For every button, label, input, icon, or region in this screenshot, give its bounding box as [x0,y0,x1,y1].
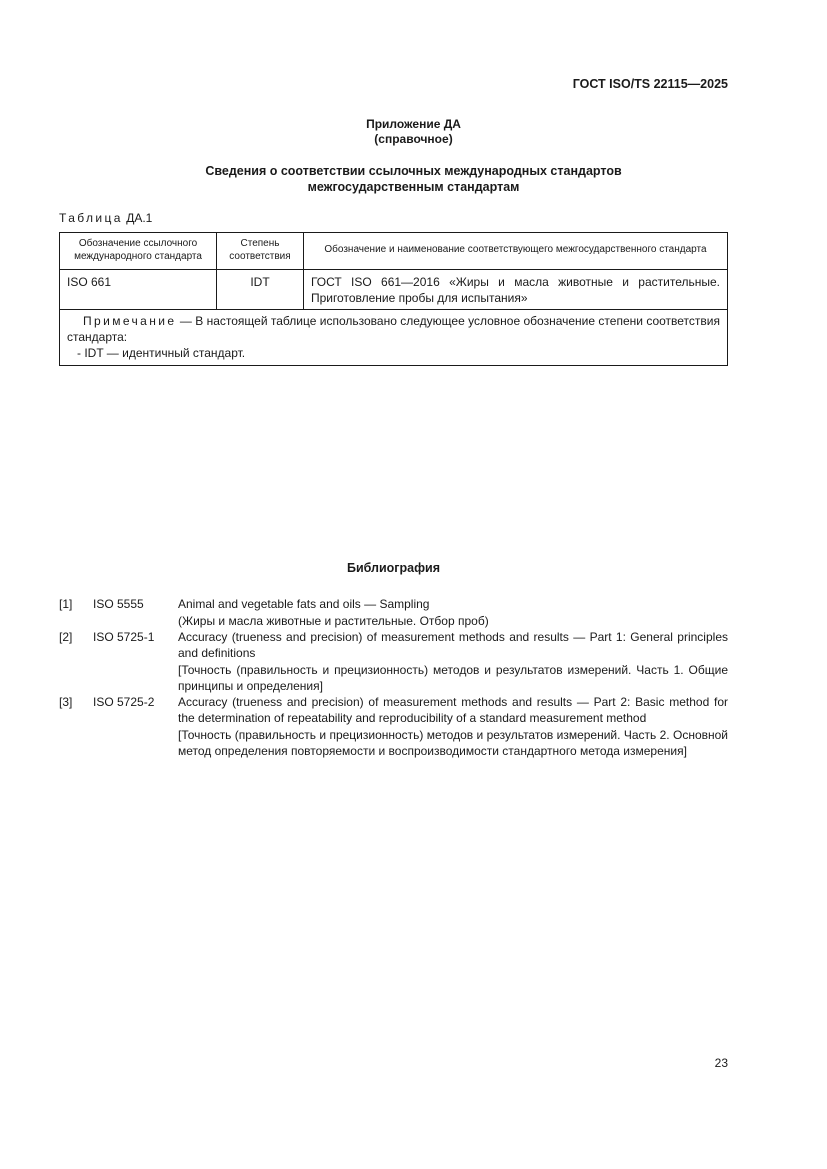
note-label: Примечание [83,314,177,328]
page-number: 23 [714,1056,728,1070]
section-title-line-2: межгосударственным стандартам [307,180,520,194]
bib-title-ru: (Жиры и масла животные и растительные. Отбор проб) [178,614,489,628]
table-caption-id: ДА.1 [126,211,153,225]
bibliography-entry [59,694,728,759]
bibliography-entry [59,596,728,629]
appendix-title: Приложение ДА [366,117,461,131]
header-intl-standard: Обозначение ссылочного международного стандарта [60,233,217,270]
bib-title-en: Accuracy (trueness and precision) of measurement methods and results — Part 2: Basic method for the determination of repeatability and reproducibility of a standard measurement method [178,695,728,725]
section-title [0,163,827,195]
bibliography-title: Библиография [346,561,441,575]
section-title-line-1: Сведения о соответствии ссылочных международных стандартов [205,164,622,178]
cell-degree: IDT [217,270,304,310]
header-degree: Степень соответствия [217,233,304,270]
table-note-row [60,310,728,366]
bibliography-list [59,596,728,759]
bib-title-ru: [Точность (правильность и прецизионность) методов и результатов измерений. Часть 1. Общие принципы и определения] [178,663,728,693]
appendix-heading [0,117,827,147]
table-caption [59,211,152,225]
bib-number: [2] [59,630,73,644]
bib-number: [1] [59,597,73,611]
appendix-subtitle: (справочное) [374,132,453,146]
bib-code: ISO 5725-2 [93,695,155,709]
correspondence-table [59,232,728,366]
bib-title-en: Accuracy (trueness and precision) of measurement methods and results — Part 1: General principles and definitions [178,630,728,660]
bib-title-en: Animal and vegetable fats and oils — Sampling [178,597,430,611]
table-row [60,270,728,310]
table-note [60,310,728,366]
bibliography-entry [59,629,728,694]
note-item: - IDT — идентичный стандарт. [77,346,246,360]
document-code: ГОСТ ISO/TS 22115—2025 [572,77,728,91]
cell-national-standard: ГОСТ ISO 661—2016 «Жиры и масла животные и растительные. Приготовление пробы для испытания» [303,270,727,310]
bib-title-ru: [Точность (правильность и прецизионность) методов и результатов измерений. Часть 2. Основной метод определения повторяемости и воспроизводимости стандартного метода измерения] [178,728,728,758]
table-caption-word: Таблица [59,211,123,225]
table-header-row [60,233,728,270]
cell-intl-standard: ISO 661 [60,270,217,310]
note-text: — В настоящей таблице использовано следующее условное обозначение степени соответствия стандарта: [67,314,720,344]
bib-number: [3] [59,695,73,709]
bib-code: ISO 5725-1 [93,630,155,644]
header-national-standard: Обозначение и наименование соответствующего межгосударственного стандарта [303,233,727,270]
bib-code: ISO 5555 [93,597,144,611]
